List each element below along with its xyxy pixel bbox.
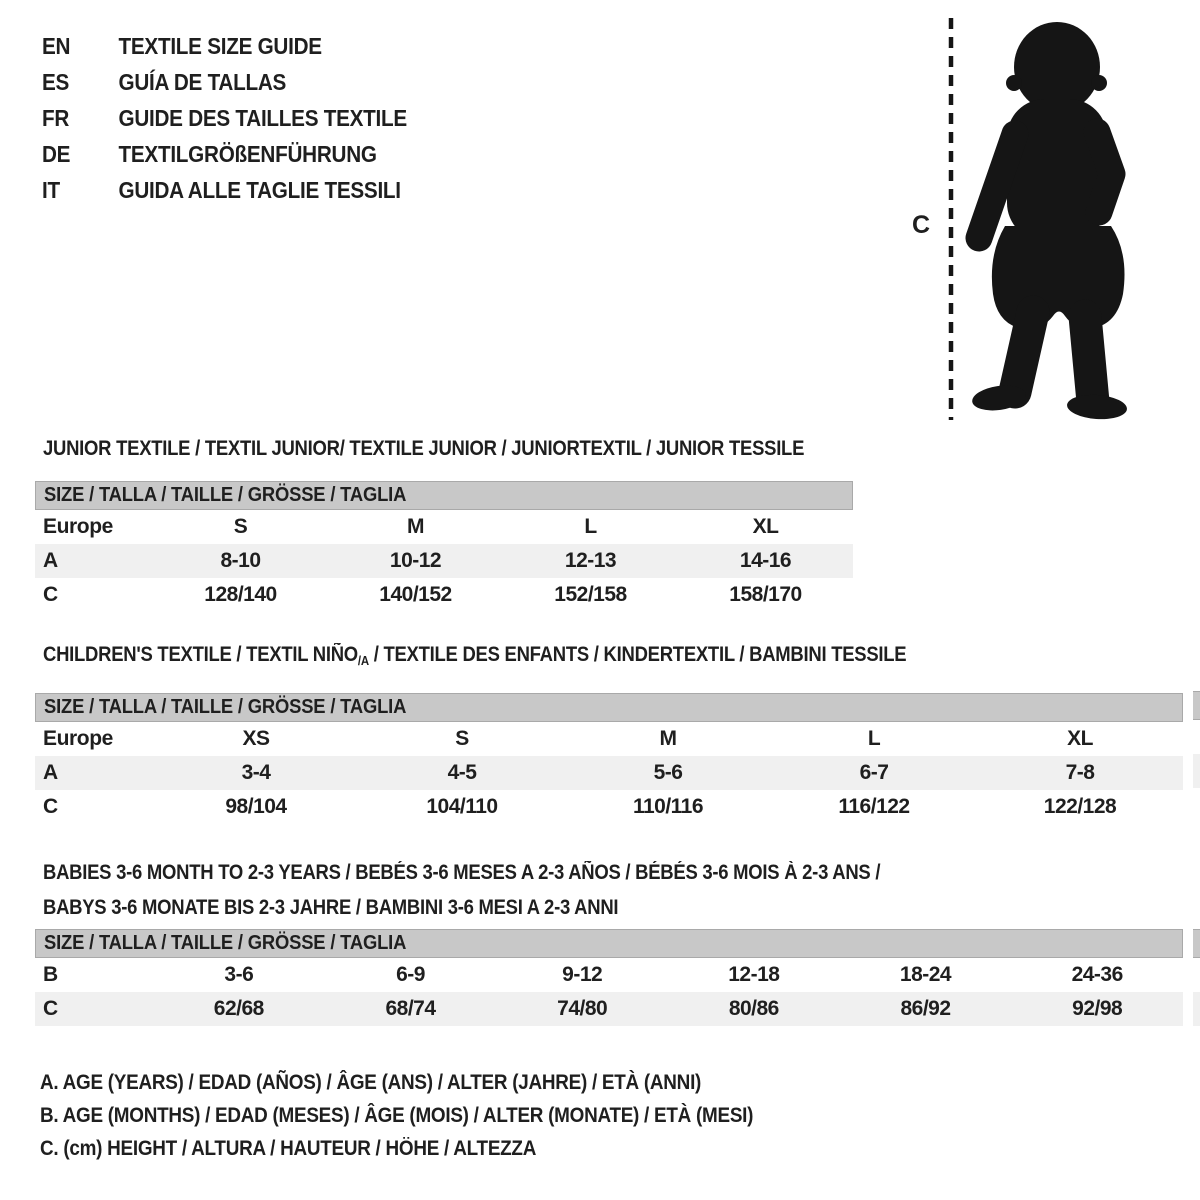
size-cell: M (407, 515, 424, 538)
babies-table-cutoff-row (1193, 992, 1200, 1026)
size-cell: S (455, 727, 469, 750)
age-cell: 18-24 (899, 963, 952, 986)
footnote-b: B. AGE (MONTHS) / EDAD (MESES) / ÂGE (MOIS) / ALTER (MONATE) / ETÀ (MESI) (40, 1104, 754, 1127)
babies-section-title-line2: BABYS 3-6 MONATE BIS 2-3 JAHRE / BAMBINI 3-6 MESI A 2-3 ANNI (43, 896, 619, 919)
babies-size-table (35, 929, 1183, 1026)
babies-size-header-text: SIZE / TALLA / TAILLE / GRÖSSE / TAGLIA (44, 932, 407, 954)
junior-size-header-bar (35, 481, 853, 510)
height-cell: 92/98 (1072, 997, 1123, 1020)
age-cell: 24-36 (1071, 963, 1123, 986)
height-cell: 128/140 (204, 583, 277, 606)
lang-code-en: EN (42, 33, 71, 59)
row-label: C (43, 795, 58, 818)
table-row (35, 958, 1183, 992)
babies-size-header-bar (35, 929, 1183, 958)
children-table-cutoff-bar (1193, 691, 1200, 720)
height-cell: 104/110 (426, 795, 498, 818)
children-title-suffix: / TEXTILE DES ENFANTS / KINDERTEXTIL / BAMBINI TESSILE (368, 643, 907, 666)
size-cell: XL (1067, 727, 1093, 750)
figure-block (912, 6, 1185, 436)
children-table-cutoff-row (1193, 754, 1200, 788)
age-cell: 9-12 (562, 963, 603, 986)
size-cell: XL (752, 515, 779, 538)
age-cell: 14-16 (739, 549, 792, 572)
lang-row-en (42, 28, 407, 64)
height-cell: 116/122 (838, 795, 910, 818)
height-cell: 62/68 (213, 997, 264, 1020)
children-title-sub: /A (357, 653, 369, 668)
children-title-prefix: CHILDREN'S TEXTILE / TEXTIL NIÑO (43, 643, 358, 666)
babies-section-title-line1: BABIES 3-6 MONTH TO 2-3 YEARS / BEBÉS 3-6 MESES A 2-3 AÑOS / BÉBÉS 3-6 MOIS À 2-3 ANS / (43, 861, 881, 884)
height-cell: 86/92 (900, 997, 951, 1020)
lang-code-de: DE (42, 141, 71, 167)
age-cell: 7-8 (1065, 761, 1095, 784)
footnotes (40, 1066, 832, 1165)
lang-code-it: IT (42, 177, 60, 203)
row-label: C (43, 997, 58, 1020)
table-row (35, 790, 1183, 824)
lang-row-de (42, 136, 407, 172)
footnote-c: C. (cm) HEIGHT / ALTURA / HAUTEUR / HÖHE / ALTEZZA (40, 1137, 537, 1160)
row-label: Europe (43, 515, 113, 538)
height-cell: 74/80 (557, 997, 608, 1020)
language-header (42, 28, 448, 208)
lang-title-it: GUIDA ALLE TAGLIE TESSILI (118, 177, 401, 203)
table-row (35, 578, 853, 612)
toddler-silhouette (915, 6, 1185, 436)
children-size-table (35, 693, 1183, 824)
size-cell: L (584, 515, 597, 538)
height-cell: 110/116 (632, 795, 704, 818)
row-label: Europe (43, 727, 113, 750)
lang-title-en: TEXTILE SIZE GUIDE (118, 33, 322, 59)
lang-title-de: TEXTILGRÖßENFÜHRUNG (118, 141, 377, 167)
height-cell: 122/128 (1043, 795, 1117, 818)
height-cell: 158/170 (729, 583, 802, 606)
size-cell: L (867, 727, 881, 750)
height-cell: 80/86 (728, 997, 779, 1020)
row-label: A (43, 549, 58, 572)
children-size-header-text: SIZE / TALLA / TAILLE / GRÖSSE / TAGLIA (44, 696, 407, 718)
size-cell: XS (242, 727, 270, 750)
table-row (35, 992, 1183, 1026)
height-cell: 152/158 (554, 583, 627, 606)
table-row (35, 510, 853, 544)
junior-size-table (35, 481, 853, 612)
junior-size-header-text: SIZE / TALLA / TAILLE / GRÖSSE / TAGLIA (44, 484, 407, 506)
table-row (35, 544, 853, 578)
lang-code-es: ES (42, 69, 70, 95)
row-label: A (43, 761, 58, 784)
age-cell: 12-18 (728, 963, 780, 986)
junior-section (35, 437, 908, 612)
lang-row-fr (42, 100, 407, 136)
children-section (35, 643, 1183, 824)
children-section-title (43, 643, 1046, 669)
row-label: B (43, 963, 58, 986)
row-label: C (43, 583, 58, 606)
lang-row-it (42, 172, 407, 208)
lang-title-fr: GUIDE DES TAILLES TEXTILE (118, 105, 407, 131)
age-cell: 4-5 (447, 761, 477, 784)
age-cell: 3-6 (224, 963, 254, 986)
height-measure-label: C (912, 211, 931, 239)
table-row (35, 722, 1183, 756)
lang-row-es (42, 64, 407, 100)
height-cell: 98/104 (225, 795, 287, 818)
age-cell: 8-10 (220, 549, 261, 572)
age-cell: 10-12 (389, 549, 442, 572)
age-cell: 6-7 (859, 761, 889, 784)
height-cell: 140/152 (379, 583, 452, 606)
height-cell: 68/74 (385, 997, 436, 1020)
lang-title-es: GUÍA DE TALLAS (118, 69, 287, 95)
age-cell: 5-6 (653, 761, 683, 784)
table-row (35, 756, 1183, 790)
junior-section-title: JUNIOR TEXTILE / TEXTIL JUNIOR/ TEXTILE JUNIOR / JUNIORTEXTIL / JUNIOR TESSILE (43, 437, 805, 460)
age-cell: 3-4 (241, 761, 271, 784)
babies-section (35, 855, 1183, 1026)
lang-code-fr: FR (42, 105, 70, 131)
size-cell: S (233, 515, 248, 538)
children-size-header-bar (35, 693, 1183, 722)
age-cell: 6-9 (396, 963, 425, 986)
size-cell: M (659, 727, 677, 750)
footnote-a: A. AGE (YEARS) / EDAD (AÑOS) / ÂGE (ANS) / ALTER (JAHRE) / ETÀ (ANNI) (40, 1071, 702, 1094)
babies-table-cutoff-bar (1193, 929, 1200, 958)
age-cell: 12-13 (564, 549, 617, 572)
